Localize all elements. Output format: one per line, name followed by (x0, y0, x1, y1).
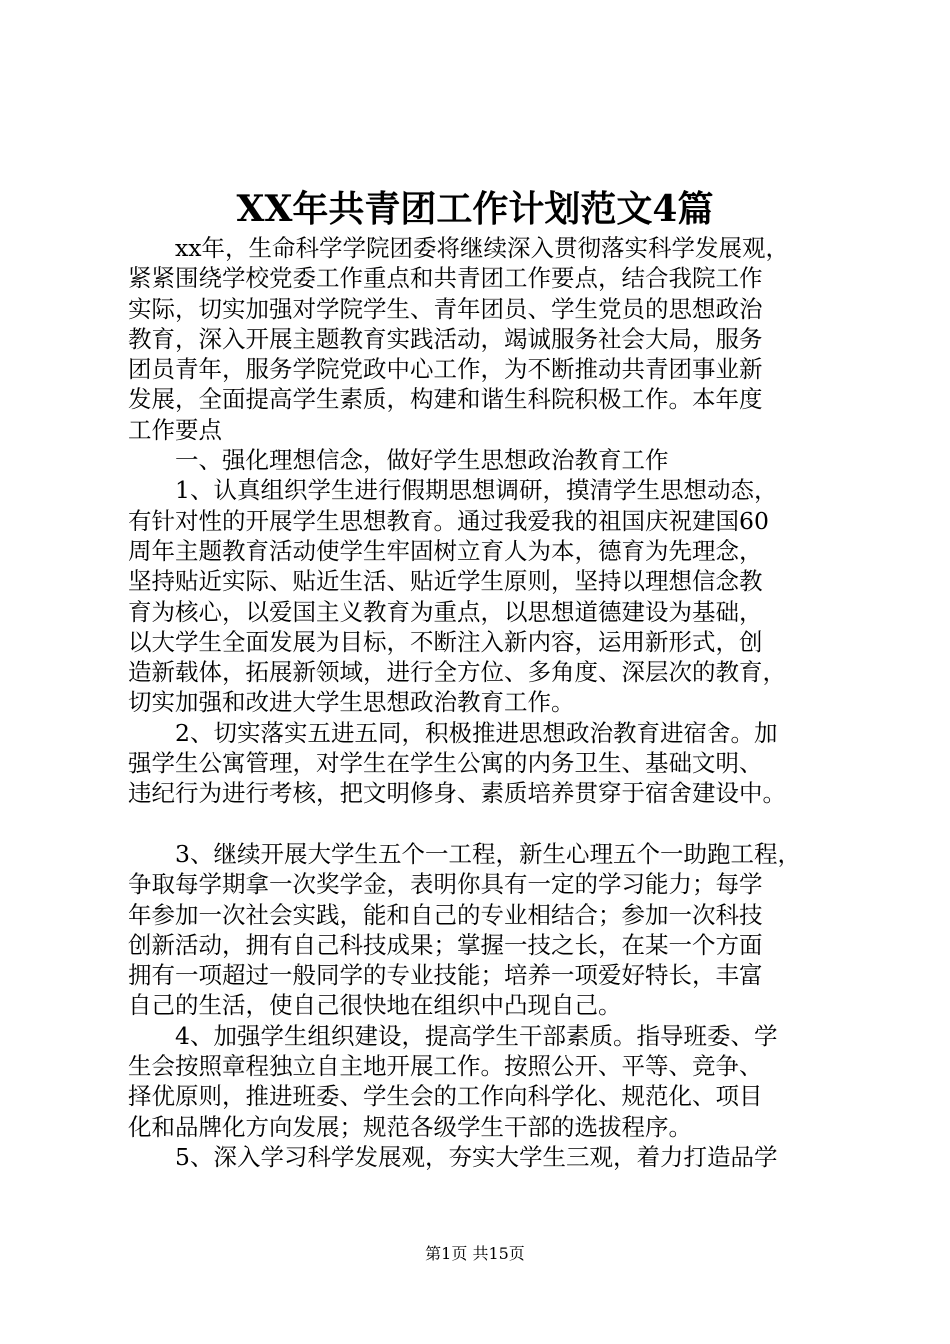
paragraph-line: 教育，深入开展主题教育实践活动，竭诚服务社会大局，服务 (128, 324, 763, 353)
paragraph-line: 3、继续开展大学生五个一工程，新生心理五个一助跑工程， (175, 839, 801, 868)
paragraph-line: 创新活动，拥有自己科技成果；掌握一技之长，在某一个方面 (128, 930, 763, 959)
paragraph-line: 造新载体，拓展新领域，进行全方位、多角度、深层次的教育， (128, 658, 786, 687)
paragraph-line: 强学生公寓管理，对学生在学生公寓的内务卫生、基础文明、 (128, 749, 763, 778)
paragraph-line: 切实加强和改进大学生思想政治教育工作。 (128, 688, 575, 717)
paragraph-line: 育为核心，以爱国主义教育为重点，以思想道德建设为基础， (128, 597, 763, 626)
blank-line (128, 809, 848, 839)
paragraph-line: 争取每学期拿一次奖学金，表明你具有一定的学习能力；每学 (128, 870, 763, 899)
paragraph-line: 5、深入学习科学发展观，夯实大学生三观，着力打造品学 (175, 1142, 778, 1171)
page-footer: 第1页 共15页 (425, 1244, 525, 1263)
paragraph-line: 违纪行为进行考核，把文明修身、素质培养贯穿于宿舍建设中。 (128, 779, 786, 808)
paragraph-line: 化和品牌化方向发展；规范各级学生干部的选拔程序。 (128, 1112, 692, 1141)
document-body (128, 233, 848, 1172)
paragraph-line: 4、加强学生组织建设，提高学生干部素质。指导班委、学 (175, 1021, 778, 1050)
paragraph-line: 周年主题教育活动使学生牢固树立育人为本，德育为先理念， (128, 536, 763, 565)
paragraph-line: 紧紧围绕学校党委工作重点和共青团工作要点，结合我院工作 (128, 264, 763, 293)
paragraph-line: 发展，全面提高学生素质，构建和谐生科院积极工作。本年度 (128, 385, 763, 414)
paragraph-line: 拥有一项超过一般同学的专业技能；培养一项爱好特长，丰富 (128, 961, 763, 990)
paragraph-line: 2、切实落实五进五同，积极推进思想政治教育进宿舍。加 (175, 718, 778, 747)
paragraph-line: 一、强化理想信念，做好学生思想政治教育工作 (175, 446, 669, 475)
paragraph-line: 以大学生全面发展为目标，不断注入新内容，运用新形式，创 (128, 627, 763, 656)
paragraph-line: 团员青年，服务学院党政中心工作，为不断推动共青团事业新 (128, 355, 763, 384)
paragraph-line: 有针对性的开展学生思想教育。通过我爱我的祖国庆祝建国60 (128, 506, 769, 535)
paragraph-line: 生会按照章程独立自主地开展工作。按照公开、平等、竞争、 (128, 1052, 763, 1081)
paragraph-line: 择优原则，推进班委、学生会的工作向科学化、规范化、项目 (128, 1082, 763, 1111)
paragraph-line: 工作要点 (128, 415, 222, 444)
paragraph-line: 年参加一次社会实践，能和自己的专业相结合；参加一次科技 (128, 900, 763, 929)
paragraph-line: xx年，生命科学学院团委将继续深入贯彻落实科学发展观， (175, 234, 790, 262)
paragraph-line: 1、认真组织学生进行假期思想调研，摸清学生思想动态， (175, 476, 778, 505)
paragraph-line: 自己的生活，使自己很快地在组织中凸现自己。 (128, 991, 622, 1020)
document-title: XX年共青团工作计划范文4篇 (236, 188, 714, 230)
paragraph-line: 实际，切实加强对学院学生、青年团员、学生党员的思想政治 (128, 294, 763, 323)
paragraph-line: 坚持贴近实际、贴近生活、贴近学生原则，坚持以理想信念教 (128, 567, 763, 596)
